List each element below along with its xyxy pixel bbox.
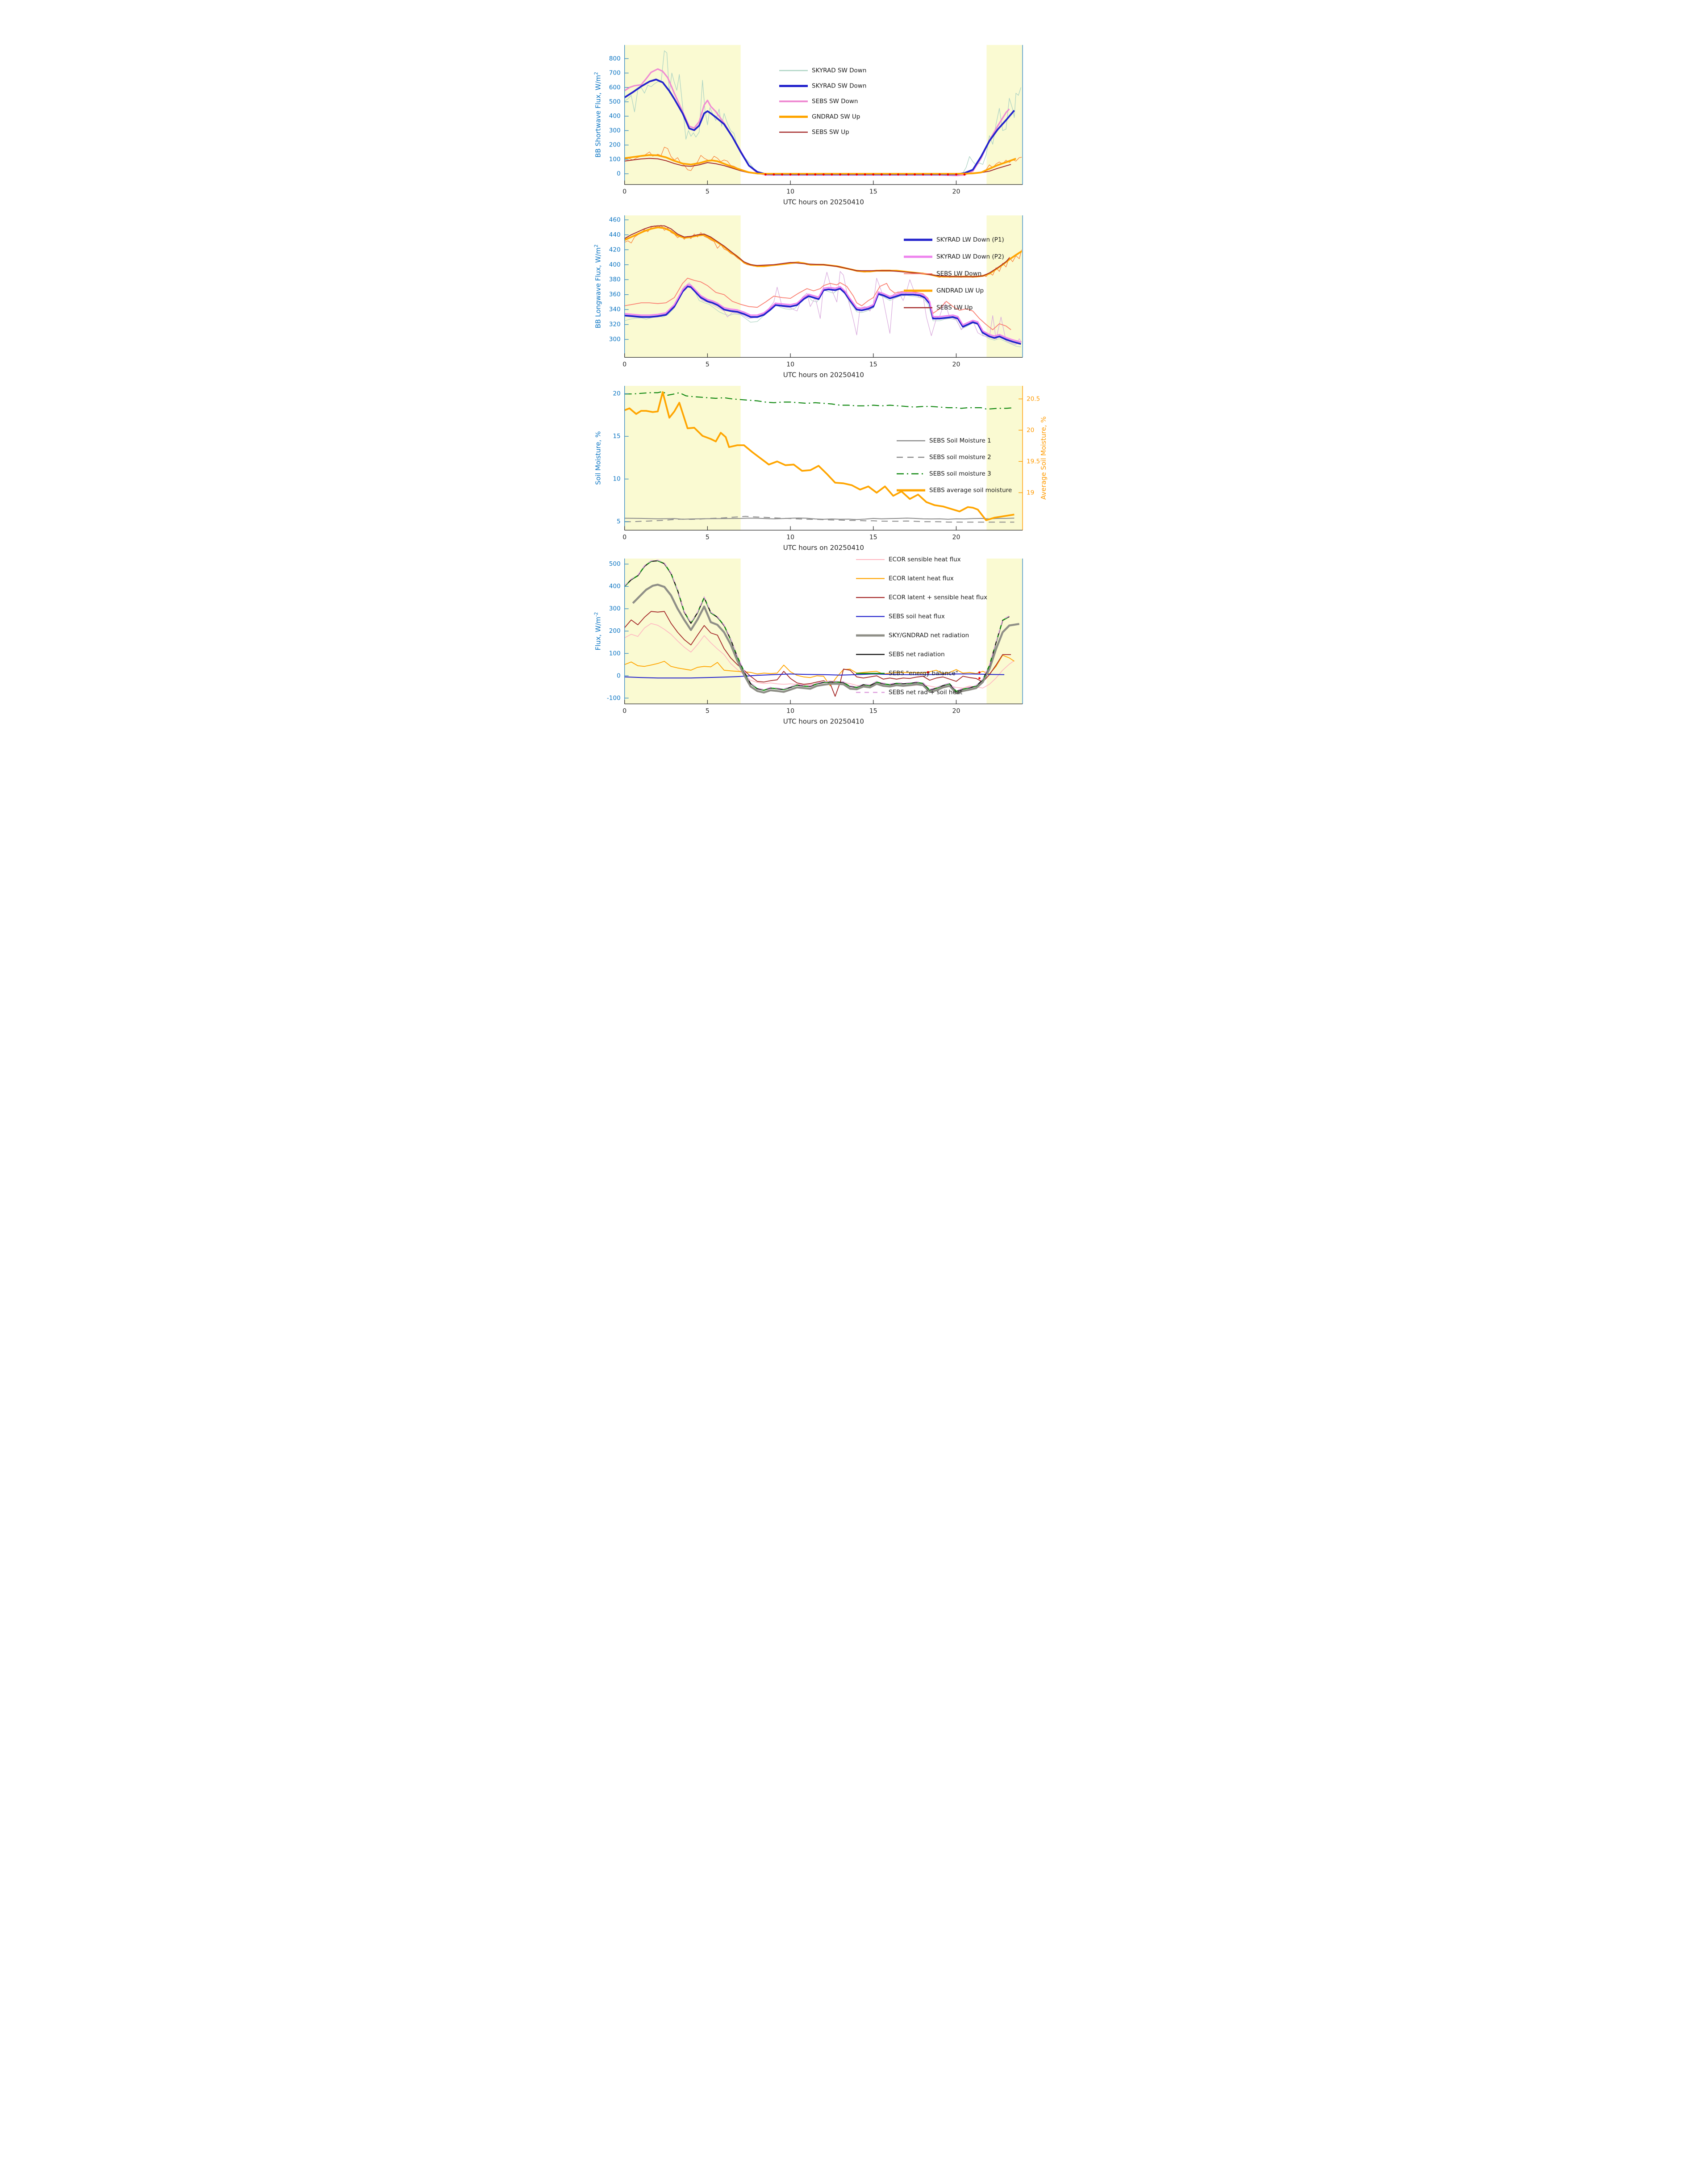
lw-flux-ytick-320: 320: [609, 321, 621, 328]
lw-flux-legend-label-3: GNDRAD LW Up: [936, 287, 984, 294]
heat-flux-ytick-500: 500: [609, 560, 621, 568]
lw-flux-xtick-20: 20: [952, 361, 960, 368]
lw-flux-ylabel: BB Longwave Flux, $W/m^2$: [593, 244, 602, 329]
soil-moisture-right-ytick-20.5: 20.5: [1027, 395, 1040, 403]
soil-moisture-xtick-15: 15: [869, 534, 877, 541]
soil-moisture-xtick-10: 10: [786, 534, 794, 541]
heat-flux-legend-label-7: SEBS net rad + soil heat: [889, 689, 963, 696]
soil-moisture-ytick-10: 10: [613, 475, 621, 483]
lw-flux-xlabel: UTC hours on 20250410: [783, 371, 864, 379]
lw-flux-xtick-10: 10: [786, 361, 794, 368]
heat-flux-legend-label-2: ECOR latent + sensible heat flux: [889, 594, 987, 601]
heat-flux-legend-label-1: ECOR latent heat flux: [889, 575, 954, 582]
soil-moisture-right-ytick-19.5: 19.5: [1027, 458, 1040, 465]
heat-flux-legend-label-0: ECOR sensible heat flux: [889, 556, 961, 563]
soil-moisture-legend-label-3: SEBS average soil moisture: [929, 487, 1012, 494]
heat-flux-legend-label-3: SEBS soil heat flux: [889, 613, 945, 620]
sw-flux-ytick-600: 600: [609, 84, 621, 91]
lw-flux-ytick-360: 360: [609, 291, 621, 298]
sw-flux-xtick-15: 15: [869, 188, 877, 196]
lw-flux-ytick-400: 400: [609, 261, 621, 268]
lw-flux-ytick-420: 420: [609, 246, 621, 254]
heat-flux-legend-label-5: SEBS net radiation: [889, 651, 945, 658]
sw-flux-legend-label-4: SEBS SW Up: [812, 129, 849, 136]
sw-flux-ytick-200: 200: [609, 141, 621, 149]
sw-flux-ylabel: BB Shortwave Flux, $W/m^2$: [593, 72, 602, 158]
heat-flux-ytick-200: 200: [609, 627, 621, 635]
heat-flux-xtick-10: 10: [786, 707, 794, 715]
soil-moisture-legend-label-0: SEBS Soil Moisture 1: [929, 437, 991, 444]
sw-flux-legend-label-2: SEBS SW Down: [812, 98, 858, 105]
heat-flux-ytick--100: -100: [607, 694, 621, 702]
soil-moisture-xtick-0: 0: [622, 534, 627, 541]
soil-moisture-xtick-20: 20: [952, 534, 960, 541]
panel-lw-flux: [594, 215, 1023, 379]
soil-moisture-ytick-20: 20: [613, 390, 621, 397]
lw-flux-ytick-340: 340: [609, 306, 621, 313]
soil-moisture-xlabel: UTC hours on 20250410: [783, 543, 864, 552]
heat-flux-legend-label-6: SEBS "energy balance": [889, 670, 958, 677]
sw-flux-xtick-5: 5: [705, 188, 710, 196]
soil-moisture-night-band-1: [986, 386, 1023, 530]
heat-flux-xlabel: UTC hours on 20250410: [783, 717, 864, 726]
soil-moisture-night-band-0: [625, 386, 741, 530]
sw-flux-xtick-10: 10: [786, 188, 794, 196]
lw-flux-ytick-460: 460: [609, 216, 621, 224]
sw-flux-xlabel: UTC hours on 20250410: [783, 198, 864, 206]
lw-flux-legend-label-1: SKYRAD LW Down (P2): [936, 253, 1004, 260]
heat-flux-ylabel: Flux, $W/m^{-2}$: [593, 612, 602, 651]
sw-flux-xtick-20: 20: [952, 188, 960, 196]
panel-heat-flux: [594, 556, 1023, 725]
sw-flux-legend-label-1: SKYRAD SW Down: [812, 82, 867, 90]
sw-flux-legend-label-3: GNDRAD SW Up: [812, 113, 860, 121]
panel-sw-flux: [594, 45, 1023, 206]
soil-moisture-right-ytick-20: 20: [1027, 426, 1035, 434]
sw-flux-legend-label-0: SKYRAD SW Down: [812, 67, 867, 74]
chart-svg: [569, 0, 1139, 726]
heat-flux-ytick-100: 100: [609, 650, 621, 657]
soil-moisture-ytick-15: 15: [613, 433, 621, 440]
soil-moisture-ytick-5: 5: [617, 518, 621, 526]
lw-flux-legend-label-0: SKYRAD LW Down (P1): [936, 236, 1004, 243]
lw-flux-legend-label-4: SEBS LW Up: [936, 304, 973, 311]
heat-flux-xtick-5: 5: [705, 707, 710, 715]
heat-flux-ytick-400: 400: [609, 583, 621, 590]
sw-flux-legend: [779, 67, 866, 136]
soil-moisture-xtick-5: 5: [705, 534, 710, 541]
heat-flux-ytick-300: 300: [609, 605, 621, 613]
lw-flux-legend-label-2: SEBS LW Down: [936, 270, 982, 277]
lw-flux-ytick-380: 380: [609, 276, 621, 284]
sw-flux-ytick-800: 800: [609, 55, 621, 63]
panel-soil-moisture: [594, 386, 1048, 552]
soil-moisture-legend-label-2: SEBS soil moisture 3: [929, 470, 991, 477]
sw-flux-ytick-100: 100: [609, 155, 621, 163]
heat-flux-legend-label-4: SKY/GNDRAD net radiation: [889, 632, 969, 639]
soil-moisture-legend-label-1: SEBS soil moisture 2: [929, 454, 991, 461]
sw-flux-ytick-0: 0: [617, 170, 621, 178]
heat-flux-ytick-0: 0: [617, 672, 621, 680]
lw-flux-xtick-5: 5: [705, 361, 710, 368]
lw-flux-ytick-300: 300: [609, 336, 621, 343]
sw-flux-ytick-300: 300: [609, 127, 621, 134]
soil-moisture-right-ytick-19: 19: [1027, 489, 1035, 497]
radiation-flux-figure: [569, 0, 1139, 726]
lw-flux-xtick-15: 15: [869, 361, 877, 368]
soil-moisture-ylabel: Soil Moisture, %: [594, 431, 602, 485]
sw-flux-ytick-700: 700: [609, 69, 621, 77]
sw-flux-xtick-0: 0: [622, 188, 627, 196]
heat-flux-xtick-15: 15: [869, 707, 877, 715]
soil-moisture-right-ylabel: Average Soil Moisture, %: [1040, 416, 1048, 500]
heat-flux-xtick-0: 0: [622, 707, 627, 715]
lw-flux-ytick-440: 440: [609, 231, 621, 238]
heat-flux-legend: [856, 556, 987, 696]
heat-flux-xtick-20: 20: [952, 707, 960, 715]
sw-flux-ytick-500: 500: [609, 98, 621, 105]
lw-flux-xtick-0: 0: [622, 361, 627, 368]
sw-flux-ytick-400: 400: [609, 113, 621, 120]
